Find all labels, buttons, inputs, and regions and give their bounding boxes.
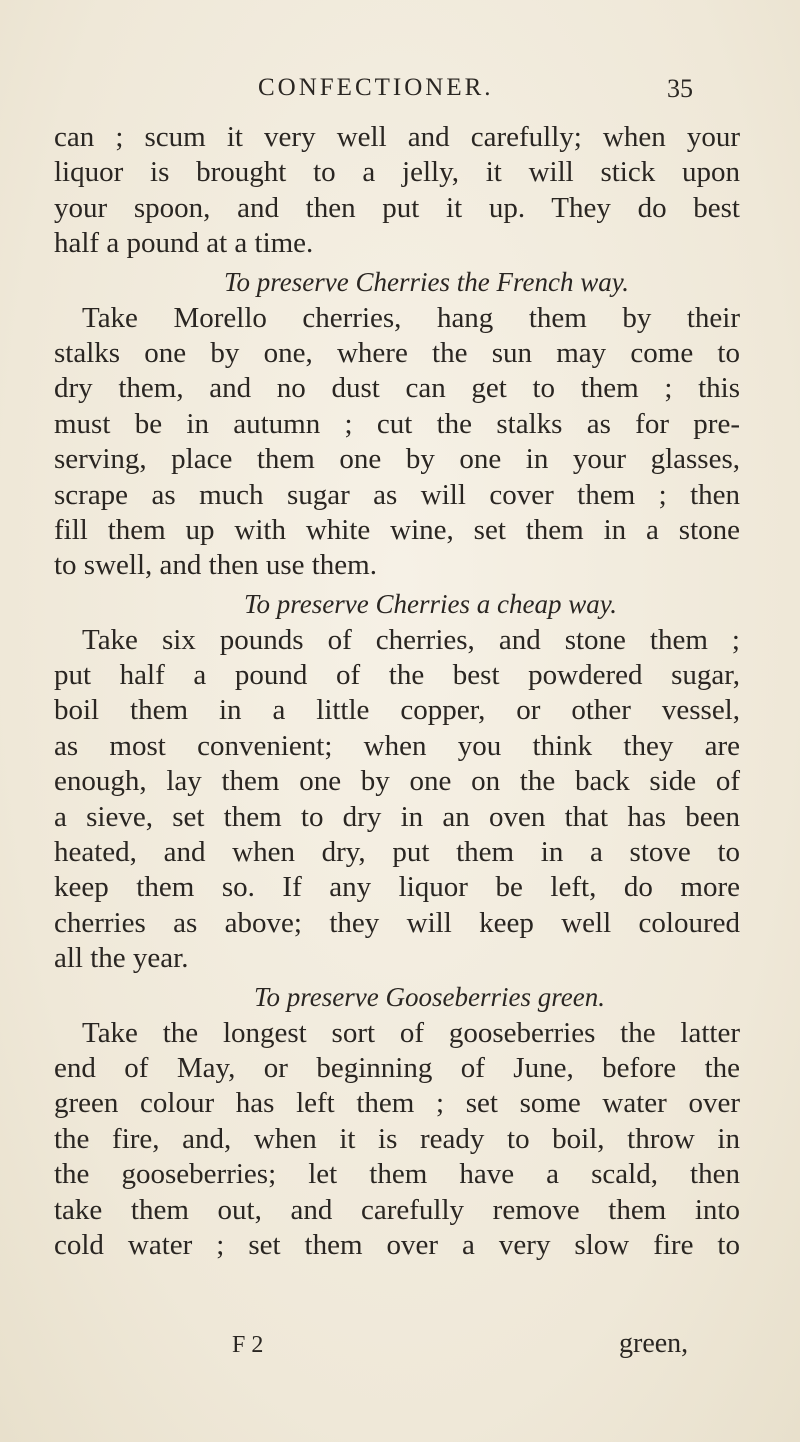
text-line: heated, and when dry, put them in a stove to — [54, 836, 740, 869]
text-line: serving, place them one by one in your glasses, — [54, 443, 740, 476]
text-line: cold water ; set them over a very slow fire to — [54, 1228, 740, 1261]
text-line: take them out, and carefully remove them into — [54, 1193, 740, 1226]
text-line: Take six pounds of cherries, and stone them ; — [82, 623, 740, 656]
text-line: to swell, and then use them. — [54, 549, 377, 582]
text-line: the fire, and, when it is ready to boil, throw in — [54, 1122, 740, 1155]
gooseberries-paragraph — [54, 1016, 740, 1264]
text-line: Take the longest sort of gooseberries the latter — [82, 1016, 740, 1049]
text-line: enough, lay them one by one on the back side of — [54, 765, 740, 798]
text-line: keep them so. If any liquor be left, do more — [54, 871, 740, 904]
page-footer — [0, 1328, 800, 1372]
signature-mark: F 2 — [232, 1332, 264, 1358]
text-line: end of May, or beginning of June, before the — [54, 1051, 740, 1084]
text-line: green colour has left them ; set some water over — [54, 1087, 740, 1120]
section-heading-french-way: To preserve Cherries the French way. — [224, 266, 629, 297]
text-line: Take Morello cherries, hang them by their — [82, 301, 740, 334]
text-line: as most convenient; when you think they are — [54, 729, 740, 762]
text-line: liquor is brought to a jelly, it will stick upon — [54, 156, 740, 189]
text-line: put half a pound of the best powdered sugar, — [54, 659, 740, 692]
page-text — [54, 120, 740, 1263]
text-line: all the year. — [54, 942, 189, 975]
text-line: can ; scum it very well and carefully; when your — [54, 121, 740, 153]
text-line: a sieve, set them to dry in an oven that has been — [54, 800, 740, 833]
text-line: dry them, and no dust can get to them ; this — [54, 372, 740, 405]
text-line: cherries as above; they will keep well coloured — [54, 906, 740, 939]
text-line: half a pound at a time. — [54, 227, 314, 260]
text-line: your spoon, and then put it up. They do best — [54, 191, 740, 224]
text-line: boil them in a little copper, or other vessel, — [54, 694, 740, 727]
text-line: fill them up with white wine, set them in a stone — [54, 513, 740, 546]
section-heading-cheap-way: To preserve Cherries a cheap way. — [244, 588, 617, 619]
text-line: the gooseberries; let them have a scald, then — [54, 1158, 740, 1191]
page-number: 35 — [667, 74, 693, 103]
section-heading-gooseberries: To preserve Gooseberries green. — [254, 981, 605, 1012]
cheap-way-paragraph — [54, 623, 740, 977]
running-head — [0, 74, 800, 114]
catchword: green, — [619, 1328, 689, 1359]
intro-paragraph — [54, 120, 740, 262]
french-way-paragraph — [54, 301, 740, 584]
text-line: must be in autumn ; cut the stalks as for pre- — [54, 407, 740, 440]
text-line: scrape as much sugar as will cover them ; then — [54, 478, 740, 511]
running-head-title: CONFECTIONER. — [258, 74, 494, 101]
text-line: stalks one by one, where the sun may come to — [54, 336, 740, 369]
